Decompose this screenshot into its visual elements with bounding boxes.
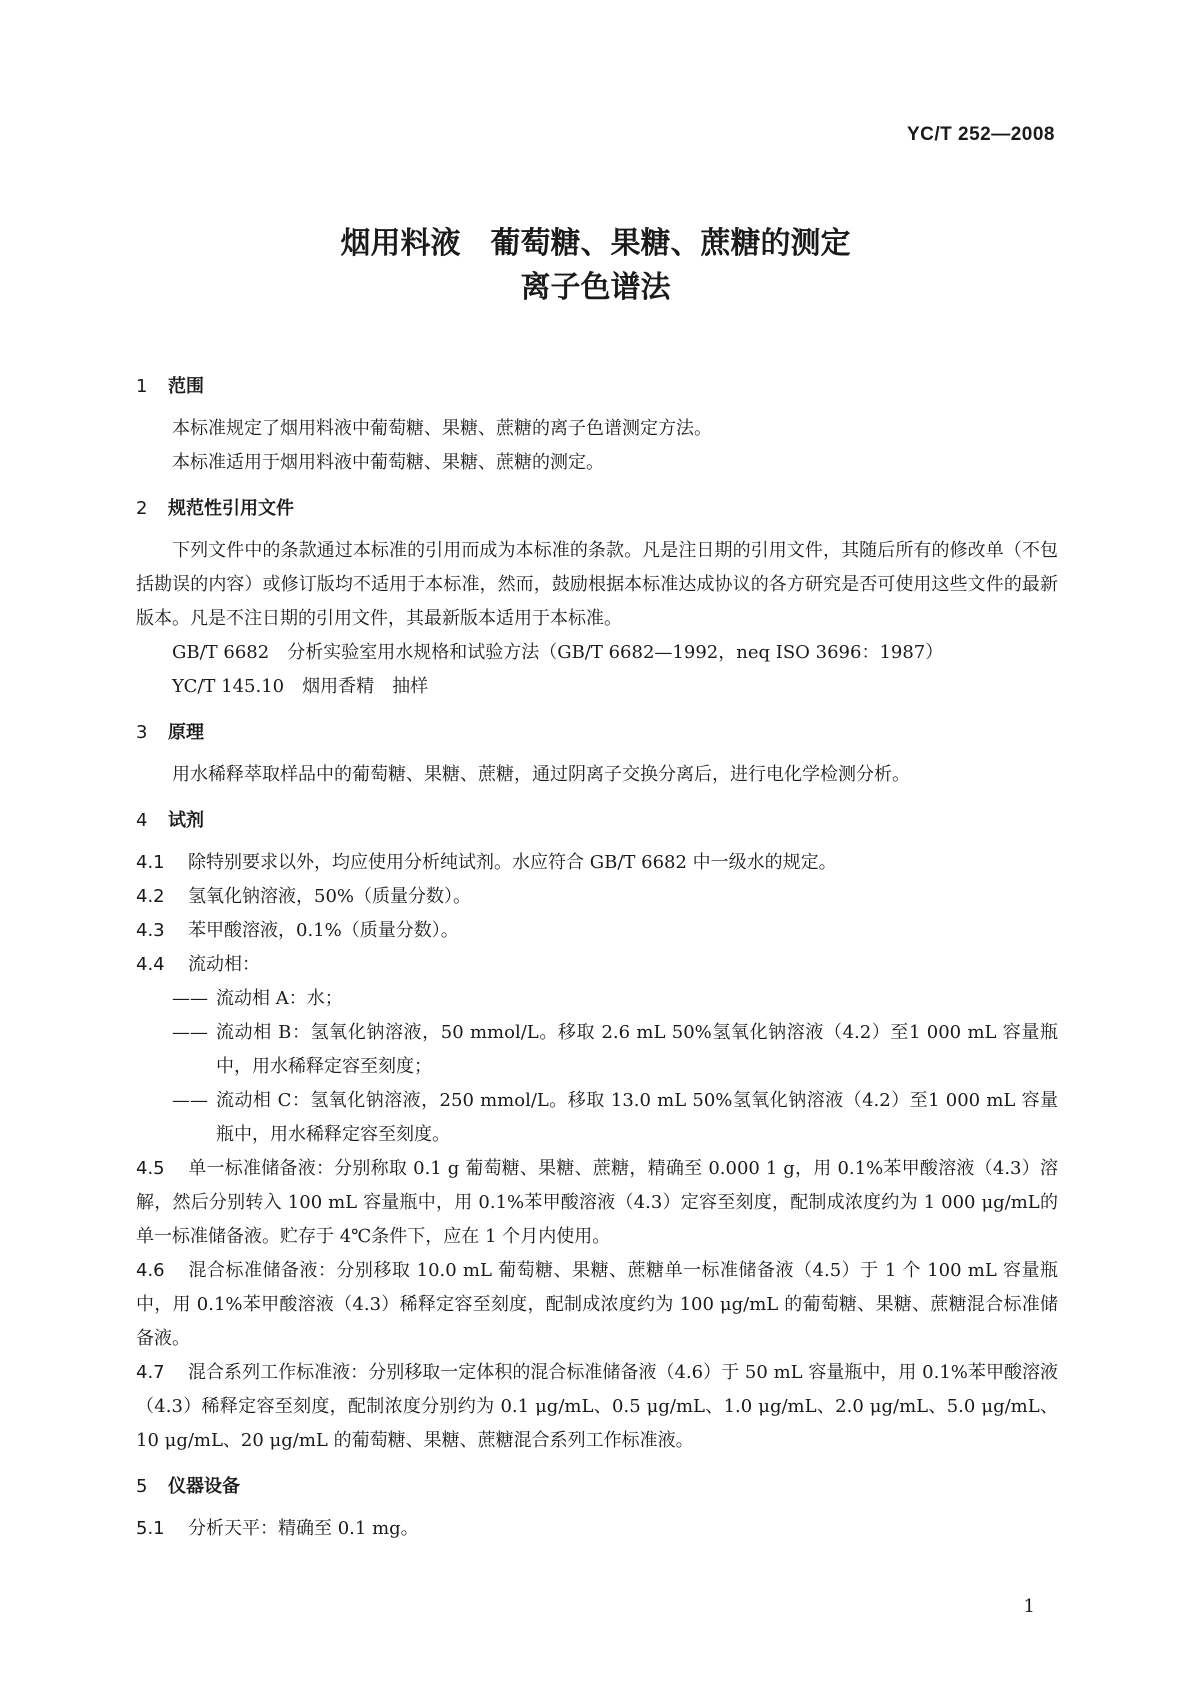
- clause-4-7: 4.7 混合系列工作标准液：分别移取一定体积的混合标准储备液（4.6）于 50 mL 容量瓶中，用 0.1%苯甲酸溶液（4.3）稀释定容至刻度，配制浓度分别约为 0.1 μg/mL、0.5 μg/mL、1.0 μg/mL、2.0 μg/mL、5.0 μg/mL、10 μg/mL、20 μg/mL 的葡萄糖、果糖、蔗糖混合系列工作标准液。: [136, 1362, 1058, 1451]
- standard-code: YC/T 252—2008: [906, 124, 1055, 145]
- section-1-para-2: 本标准适用于烟用料液中葡萄糖、果糖、蔗糖的测定。: [172, 452, 604, 473]
- clause-4-6: 4.6 混合标准储备液：分别移取 10.0 mL 葡萄糖、果糖、蔗糖单一标准储备液（4.5）于 1 个 100 mL 容量瓶中，用 0.1%苯甲酸溶液（4.3）稀释定容至刻度，配制成浓度约为 100 μg/mL 的葡萄糖、果糖、蔗糖混合标准储备液。: [136, 1260, 1058, 1349]
- document-title: [0, 222, 1191, 310]
- clause-4-2: 4.2 氢氧化钠溶液，50%（质量分数）。: [136, 886, 472, 907]
- section-1-para-1: 本标准规定了烟用料液中葡萄糖、果糖、蔗糖的离子色谱测定方法。: [172, 418, 712, 439]
- section-3-heading: 3 原理: [136, 722, 204, 743]
- page-number: 1: [1023, 1596, 1035, 1617]
- clause-4-3: 4.3 苯甲酸溶液，0.1%（质量分数）。: [136, 920, 459, 941]
- reference-yct-145-10: YC/T 145.10 烟用香精 抽样: [172, 676, 429, 697]
- clause-5-1: 5.1 分析天平：精确至 0.1 mg。: [136, 1518, 419, 1539]
- section-2-para-1: 下列文件中的条款通过本标准的引用而成为本标准的条款。凡是注日期的引用文件，其随后所有的修改单（不包括勘误的内容）或修订版均不适用于本标准，然而，鼓励根据本标准达成协议的各方研究是否可使用这些文件的最新版本。凡是不注日期的引用文件，其最新版本适用于本标准。: [136, 540, 1058, 629]
- section-2-heading: 2 规范性引用文件: [136, 498, 294, 519]
- section-1-heading: 1 范围: [136, 376, 204, 397]
- clause-4-4: 4.4 流动相：: [136, 954, 260, 975]
- document-body: [136, 372, 1058, 1546]
- reference-gbt-6682: GB/T 6682 分析实验室用水规格和试验方法（GB/T 6682—1992，neq ISO 3696：1987）: [172, 642, 944, 663]
- mobile-phase-c: —— 流动相 C：氢氧化钠溶液，250 mmol/L。移取 13.0 mL 50%氢氧化钠溶液（4.2）至1 000 mL 容量瓶中，用水稀释定容至刻度。: [172, 1090, 1058, 1145]
- clause-4-5: 4.5 单一标准储备液：分别称取 0.1 g 葡萄糖、果糖、蔗糖，精确至 0.000 1 g，用 0.1%苯甲酸溶液（4.3）溶解，然后分别转入 100 mL 容量瓶中，用 0.1%苯甲酸溶液（4.3）定容至刻度，配制成浓度约为 1 000 μg/mL的单一标准储备液。贮存于 4℃条件下，应在 1 个月内使用。: [136, 1158, 1058, 1247]
- mobile-phase-b: —— 流动相 B：氢氧化钠溶液，50 mmol/L。移取 2.6 mL 50%氢氧化钠溶液（4.2）至1 000 mL 容量瓶中，用水稀释定容至刻度；: [172, 1022, 1058, 1077]
- section-4-heading: 4 试剂: [136, 810, 204, 831]
- mobile-phase-a: —— 流动相 A：水；: [172, 988, 343, 1009]
- title-line-1: 烟用料液 葡萄糖、果糖、蔗糖的测定: [340, 226, 851, 261]
- section-5-heading: 5 仪器设备: [136, 1476, 240, 1497]
- section-3-para-1: 用水稀释萃取样品中的葡萄糖、果糖、蔗糖，通过阴离子交换分离后，进行电化学检测分析。: [172, 764, 910, 785]
- title-line-2: 离子色谱法: [520, 270, 671, 305]
- clause-4-1: 4.1 除特别要求以外，均应使用分析纯试剂。水应符合 GB/T 6682 中一级水的规定。: [136, 852, 837, 873]
